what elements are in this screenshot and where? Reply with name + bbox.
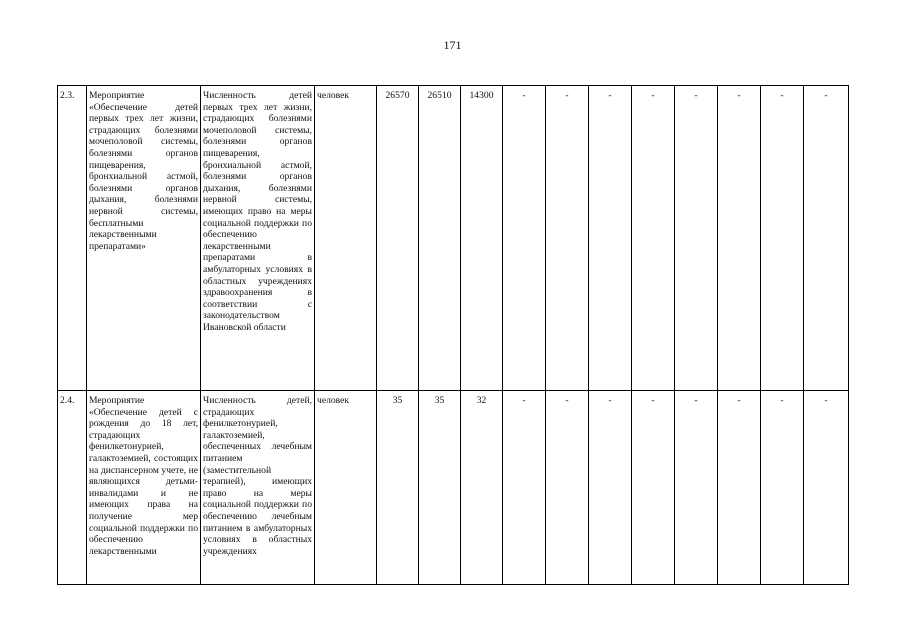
value-cell: 35	[377, 391, 419, 585]
empty-value-cell: -	[718, 391, 761, 585]
indicator-name: Численность детей первых трех лет жизни, страдающих болезнями мочеполовой системы, болезнями органов пищеварения, бронхиальной астмой, болезнями органов дыхания, болезнями нервной системы, имеющих право на меры социальной поддержки по обеспечению лекарственными препаратами в амбулаторных условиях в областных учреждениях здравоохранения в соответствии с законодательством Ивановской области	[201, 86, 315, 391]
unit-of-measure: человек	[315, 391, 377, 585]
empty-value-cell: -	[675, 391, 718, 585]
empty-value-cell: -	[804, 391, 849, 585]
empty-value-cell: -	[503, 391, 546, 585]
table-row	[58, 391, 849, 585]
empty-value-cell: -	[546, 86, 589, 391]
row-number: 2.4.	[58, 391, 87, 585]
empty-value-cell: -	[503, 86, 546, 391]
value-cell: 35	[419, 391, 461, 585]
empty-value-cell: -	[546, 391, 589, 585]
empty-value-cell: -	[632, 391, 675, 585]
table-row	[58, 86, 849, 391]
event-name: Мероприятие «Обеспечение детей с рождения до 18 лет, страдающих фенилкетонурией, галактоземией, состоящих на диспансерном учете, не являющихся детьми-инвалидами и не имеющих права на получение мер социальной поддержки по обеспечению лекарственными	[87, 391, 201, 585]
value-cell: 26510	[419, 86, 461, 391]
empty-value-cell: -	[718, 86, 761, 391]
program-indicators-table	[57, 85, 849, 585]
value-cell: 14300	[461, 86, 503, 391]
indicator-name: Численность детей, страдающих фенилкетонурией, галактоземией, обеспеченных лечебным питанием (заместительной терапией), имеющих право на меры социальной поддержки по обеспечению лечебным питанием в амбулаторных условиях в областных учреждениях	[201, 391, 315, 585]
empty-value-cell: -	[589, 391, 632, 585]
row-number: 2.3.	[58, 86, 87, 391]
empty-value-cell: -	[761, 86, 804, 391]
empty-value-cell: -	[675, 86, 718, 391]
unit-of-measure: человек	[315, 86, 377, 391]
empty-value-cell: -	[761, 391, 804, 585]
empty-value-cell: -	[804, 86, 849, 391]
event-name: Мероприятие «Обеспечение детей первых трех лет жизни, страдающих болезнями мочеполовой системы, болезнями органов пищеварения, бронхиальной астмой, болезнями органов дыхания, болезнями нервной системы, бесплатными лекарственными препаратами»	[87, 86, 201, 391]
value-cell: 26570	[377, 86, 419, 391]
empty-value-cell: -	[632, 86, 675, 391]
value-cell: 32	[461, 391, 503, 585]
page-number: 171	[443, 38, 462, 52]
empty-value-cell: -	[589, 86, 632, 391]
